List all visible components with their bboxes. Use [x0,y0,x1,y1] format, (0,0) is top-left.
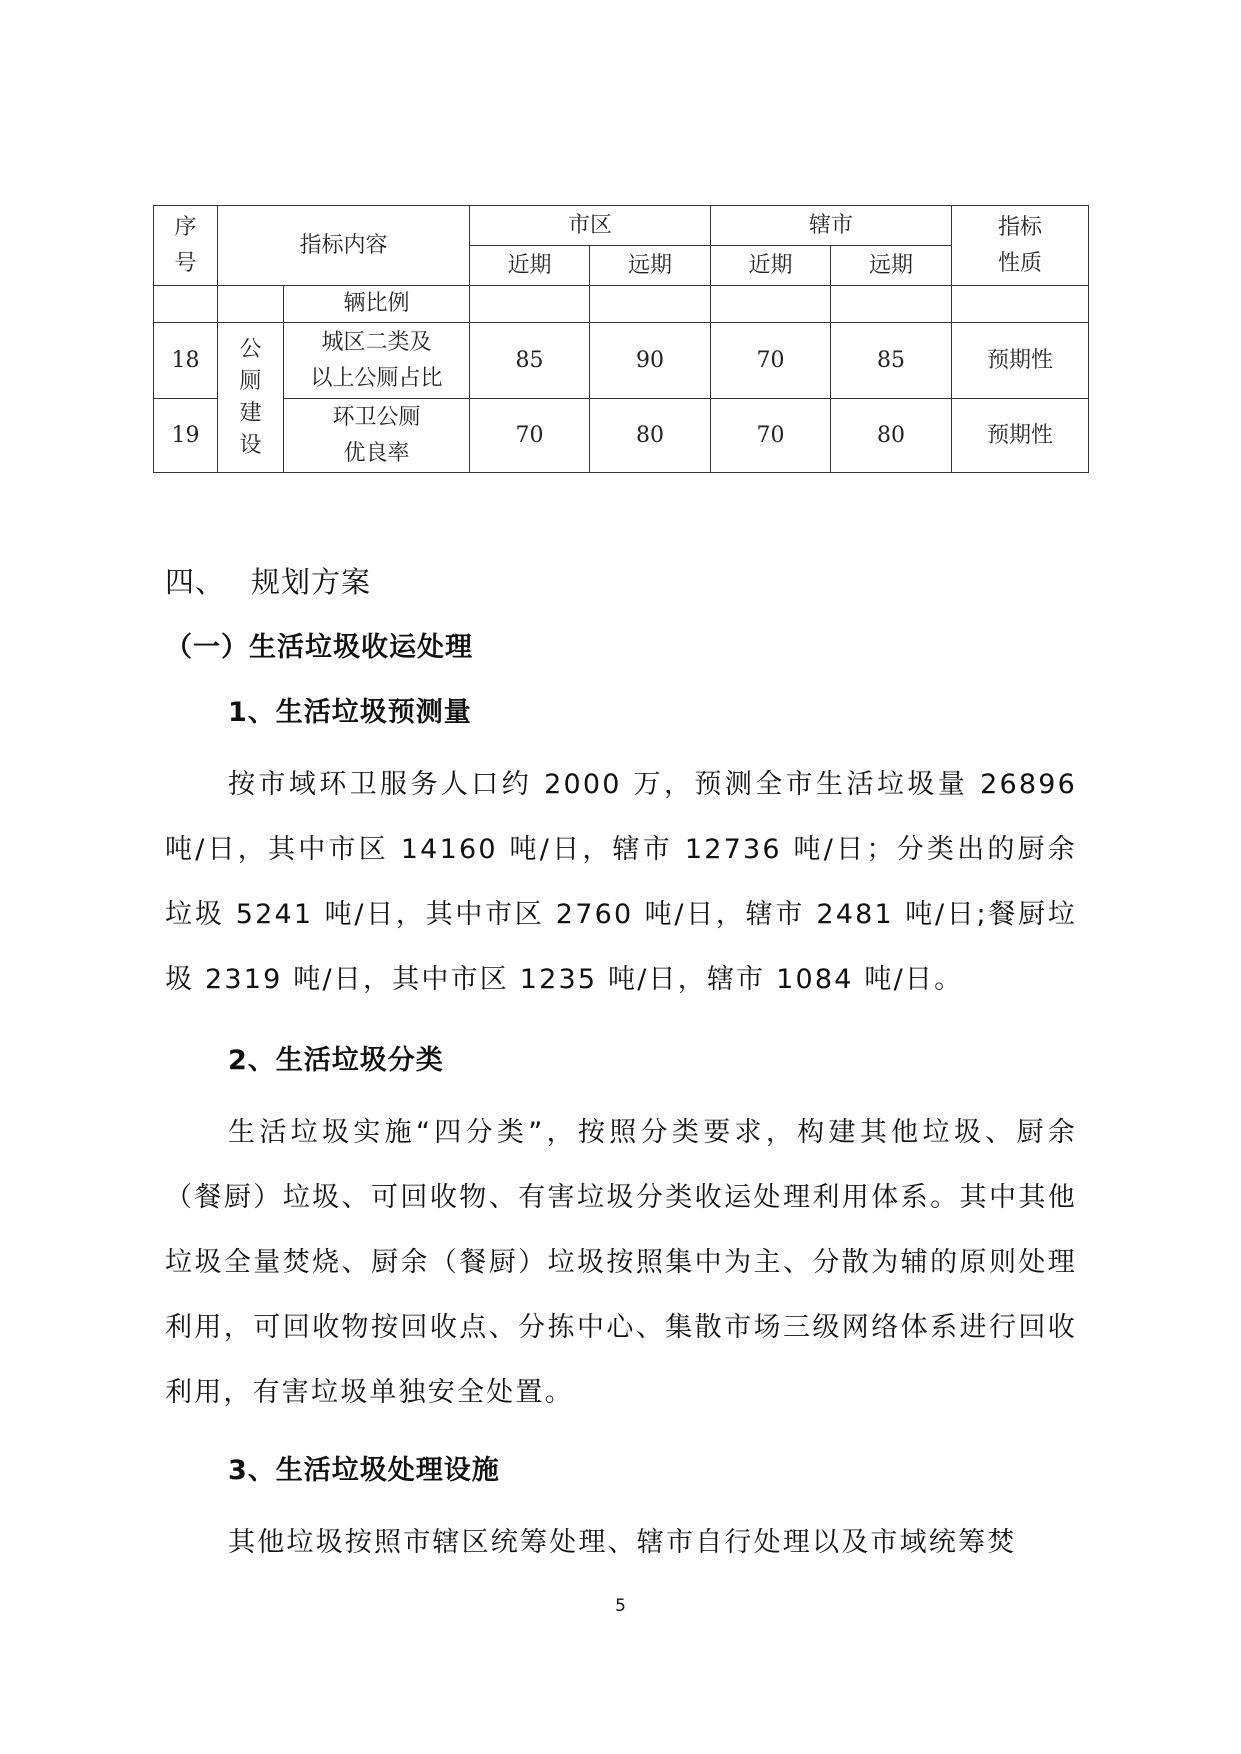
header-city: 市区 [470,206,711,246]
section-heading [165,560,371,601]
header-county-far: 远期 [831,246,952,286]
header-city-far: 远期 [590,246,711,286]
indicator-table [153,205,1089,473]
item-heading-2: 2、生活垃圾分类 [228,1045,444,1076]
item-paragraph-2: 生活垃圾实施“四分类”，按照分类要求，构建其他垃圾、厨余（餐厨）垃圾、可回收物、有害垃圾分类收运处理利用体系。其中其他垃圾全量焚烧、厨余（餐厨）垃圾按照集中为主、分散为辅的原则处理利用，可回收物按回收点、分拣中心、集散市场三级网络体系进行回收利用，有害垃圾单独安全处置。 [165,1117,1077,1408]
section-number: 四、 [165,565,226,599]
table-header-row [154,206,1089,246]
row-seq: 19 [154,399,218,473]
row-content: 城区二类及 以上公厕占比 [284,323,470,399]
row-nature: 预期性 [952,323,1089,399]
item-heading-1: 1、生活垃圾预测量 [228,697,472,728]
row-city-near: 70 [470,399,590,473]
row-city-far: 80 [590,399,711,473]
row-county-near: 70 [711,399,831,473]
row-county-far: 85 [831,323,952,399]
group-label: 公 厕 建 设 [218,323,284,473]
header-content: 指标内容 [218,206,470,286]
row-city-near: 85 [470,323,590,399]
header-nature: 指标 性质 [952,206,1089,286]
header-city-near: 近期 [470,246,590,286]
continued-content: 辆比例 [284,286,470,323]
header-seq: 序 号 [154,206,218,286]
table-row [154,399,1089,473]
row-seq: 18 [154,323,218,399]
row-county-near: 70 [711,323,831,399]
row-county-far: 80 [831,399,952,473]
row-nature: 预期性 [952,399,1089,473]
row-content: 环卫公厕 优良率 [284,399,470,473]
item-paragraph-3: 其他垃圾按照市辖区统筹处理、辖市自行处理以及市域统筹焚 [228,1527,1017,1558]
page-number: 5 [615,1596,626,1616]
header-county-near: 近期 [711,246,831,286]
table-row-continued [154,286,1089,323]
item-paragraph-1: 按市域环卫服务人口约 2000 万，预测全市生活垃圾量 26896 吨/日，其中市区 14160 吨/日，辖市 12736 吨/日；分类出的厨余垃圾 5241 吨/日，其中市区 2760 吨/日，辖市 2481 吨/日;餐厨垃圾 2319 吨/日，其中市区 1235 吨/日，辖市 1084 吨/日。 [165,769,1077,995]
section-title: 规划方案 [251,565,372,599]
item-heading-3: 3、生活垃圾处理设施 [228,1455,500,1486]
table-row [154,323,1089,399]
header-county: 辖市 [711,206,952,246]
subsection-heading: （一）生活垃圾收运处理 [165,632,473,663]
row-city-far: 90 [590,323,711,399]
